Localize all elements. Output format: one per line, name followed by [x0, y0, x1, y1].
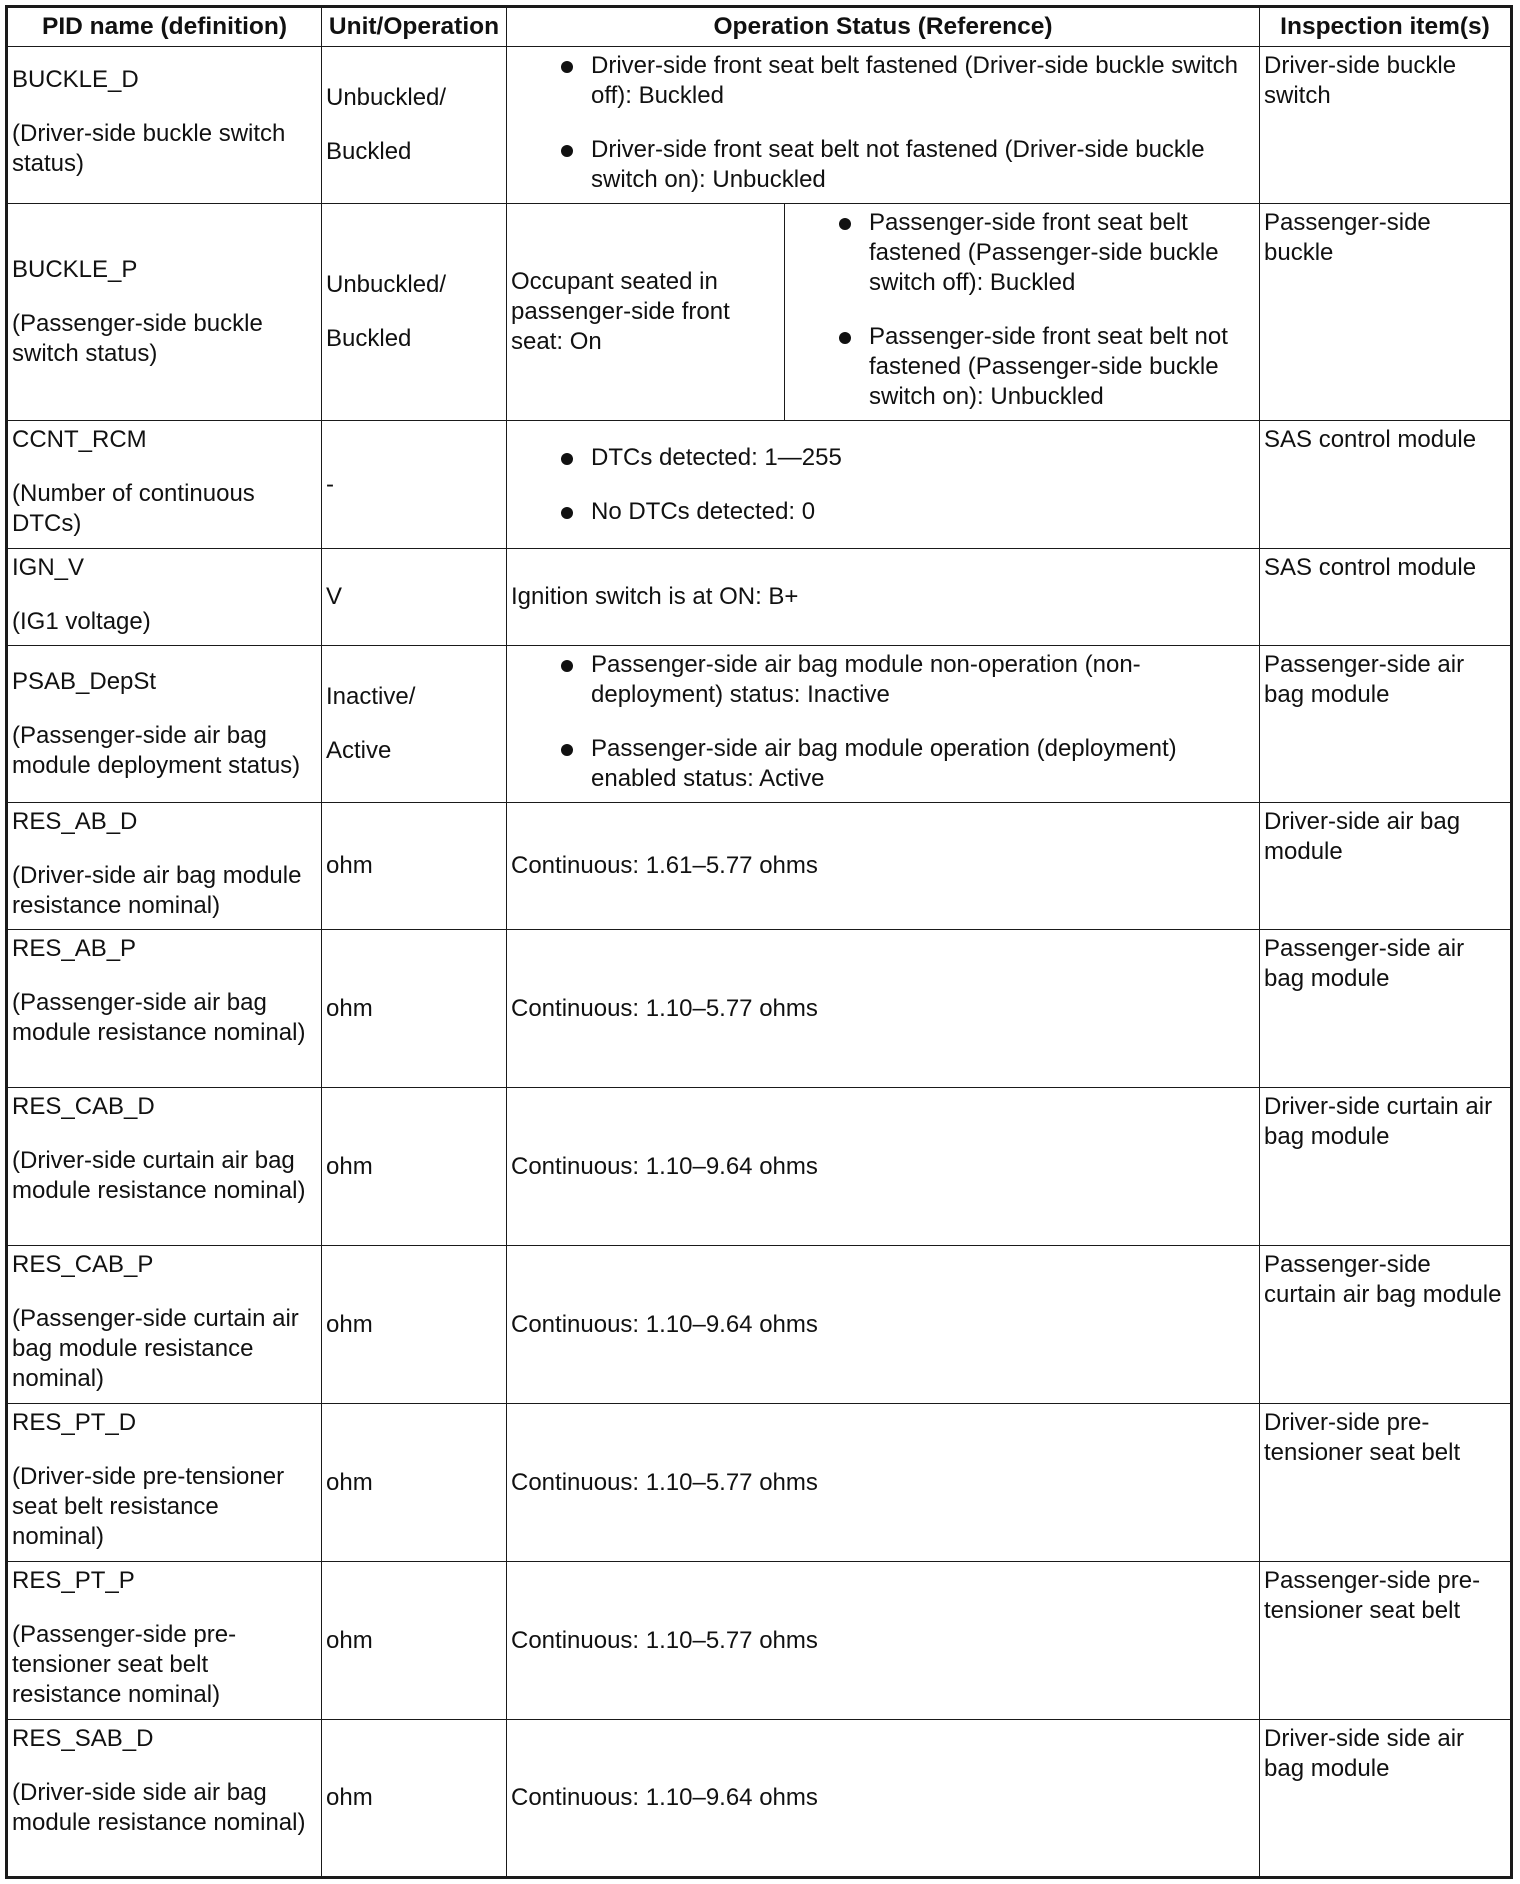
pid-definition: (IG1 voltage) — [12, 608, 151, 635]
pid-name: RES_PT_P — [12, 1567, 135, 1594]
pid-table — [5, 5, 1513, 1879]
inspection-cell — [1260, 1562, 1512, 1720]
status-bullet: Passenger-side air bag module operation (deployment) enabled status: Active — [511, 734, 1255, 794]
pid-cell — [7, 1088, 322, 1246]
status-bullet: Passenger-side air bag module non-operation (non-deployment) status: Inactive — [511, 650, 1255, 710]
status-cell — [507, 1404, 1260, 1562]
pid-definition: (Passenger-side buckle switch status) — [12, 310, 263, 367]
status-text: Continuous: 1.10–9.64 ohms — [511, 1310, 818, 1338]
pid-name: RES_SAB_D — [12, 1725, 154, 1752]
header-unit-operation: Unit/Operation — [322, 7, 507, 47]
table-row — [7, 549, 1512, 646]
inspection-cell — [1260, 1720, 1512, 1878]
inspection-item: Passenger-side air bag module — [1264, 651, 1465, 708]
table-row — [7, 1088, 1512, 1246]
header-pid-name: PID name (definition) — [7, 7, 322, 47]
pid-definition: (Driver-side air bag module resistance nominal) — [12, 862, 302, 919]
unit-cell — [322, 549, 507, 646]
pid-name: PSAB_DepSt — [12, 668, 157, 695]
status-condition: Occupant seated in passenger-side front seat: On — [511, 268, 730, 355]
pid-name: RES_PT_D — [12, 1409, 137, 1436]
inspection-cell — [1260, 204, 1512, 421]
pid-cell — [7, 204, 322, 421]
pid-cell — [7, 803, 322, 930]
unit-value: ohm — [326, 994, 373, 1022]
inspection-item: Driver-side curtain air bag module — [1264, 1093, 1493, 1150]
inspection-item: Passenger-side pre-tensioner seat belt — [1264, 1567, 1481, 1624]
inspection-item: Driver-side air bag module — [1264, 808, 1461, 865]
unit-cell — [322, 1246, 507, 1404]
unit-cell — [322, 1404, 507, 1562]
inspection-cell — [1260, 803, 1512, 930]
status-text: Continuous: 1.10–5.77 ohms — [511, 994, 818, 1022]
pid-name: BUCKLE_P — [12, 256, 138, 283]
pid-cell — [7, 549, 322, 646]
status-cell — [785, 204, 1260, 421]
pid-name: RES_AB_D — [12, 808, 138, 835]
table-row — [7, 930, 1512, 1088]
inspection-cell — [1260, 930, 1512, 1088]
pid-cell — [7, 1246, 322, 1404]
pid-definition: (Number of continuous DTCs) — [12, 480, 255, 537]
status-text: Continuous: 1.10–5.77 ohms — [511, 1626, 818, 1654]
inspection-item: SAS control module — [1264, 554, 1477, 581]
status-cell — [507, 803, 1260, 930]
table-row — [7, 646, 1512, 803]
status-bullet: No DTCs detected: 0 — [511, 497, 1255, 527]
inspection-cell — [1260, 1088, 1512, 1246]
unit-value: Buckled — [326, 138, 412, 165]
unit-value: ohm — [326, 852, 373, 879]
pid-cell — [7, 421, 322, 549]
inspection-cell — [1260, 1246, 1512, 1404]
pid-definition: (Passenger-side air bag module resistance nominal) — [12, 989, 306, 1046]
status-cell — [507, 421, 1260, 549]
unit-value: Inactive/ — [326, 683, 416, 710]
table-row — [7, 1720, 1512, 1878]
unit-cell — [322, 1088, 507, 1246]
inspection-cell — [1260, 1404, 1512, 1562]
pid-cell — [7, 1720, 322, 1878]
table-row — [7, 47, 1512, 204]
unit-cell — [322, 930, 507, 1088]
status-text: Continuous: 1.10–5.77 ohms — [511, 1468, 818, 1496]
inspection-item: Passenger-side air bag module — [1264, 935, 1465, 992]
status-cell — [507, 47, 1260, 204]
inspection-item: Driver-side side air bag module — [1264, 1725, 1465, 1782]
status-cell — [507, 930, 1260, 1088]
unit-value: ohm — [326, 1310, 373, 1338]
unit-value: V — [326, 583, 343, 610]
unit-value: ohm — [326, 1152, 373, 1180]
status-cell — [507, 1562, 1260, 1720]
unit-cell — [322, 646, 507, 803]
pid-definition: (Driver-side pre-tensioner seat belt resistance nominal) — [12, 1463, 285, 1550]
pid-definition: (Passenger-side air bag module deployment status) — [12, 722, 301, 779]
inspection-cell — [1260, 47, 1512, 204]
table-row — [7, 803, 1512, 930]
pid-definition: (Driver-side buckle switch status) — [12, 120, 286, 177]
status-text: Ignition switch is at ON: B+ — [511, 583, 799, 610]
status-bullet: Driver-side front seat belt not fastened (Driver-side buckle switch on): Unbuckled — [511, 135, 1255, 195]
unit-cell — [322, 421, 507, 549]
status-text: Continuous: 1.10–9.64 ohms — [511, 1152, 818, 1180]
inspection-item: Passenger-side curtain air bag module — [1264, 1251, 1502, 1308]
status-bullet: DTCs detected: 1—255 — [511, 443, 1255, 473]
table-row — [7, 1246, 1512, 1404]
status-cell — [507, 1720, 1260, 1878]
pid-cell — [7, 1562, 322, 1720]
unit-cell — [322, 1562, 507, 1720]
unit-value: Unbuckled/ — [326, 84, 447, 111]
inspection-item: Driver-side pre-tensioner seat belt — [1264, 1409, 1461, 1466]
unit-cell — [322, 47, 507, 204]
unit-value: Buckled — [326, 325, 412, 352]
pid-cell — [7, 1404, 322, 1562]
pid-definition: (Driver-side curtain air bag module resistance nominal) — [12, 1147, 306, 1204]
inspection-cell — [1260, 646, 1512, 803]
header-inspection-items: Inspection item(s) — [1260, 7, 1512, 47]
table-row — [7, 421, 1512, 549]
pid-name: CCNT_RCM — [12, 426, 147, 453]
unit-value: ohm — [326, 1784, 373, 1811]
pid-definition: (Passenger-side curtain air bag module resistance nominal) — [12, 1305, 299, 1392]
pid-definition: (Passenger-side pre-tensioner seat belt resistance nominal) — [12, 1621, 237, 1708]
status-cell — [507, 1246, 1260, 1404]
pid-name: BUCKLE_D — [12, 66, 139, 93]
status-text: Continuous: 1.10–9.64 ohms — [511, 1784, 818, 1811]
inspection-cell — [1260, 421, 1512, 549]
pid-cell — [7, 930, 322, 1088]
pid-cell — [7, 47, 322, 204]
status-cell — [507, 1088, 1260, 1246]
unit-value: ohm — [326, 1626, 373, 1654]
status-cell — [507, 549, 1260, 646]
unit-value: Active — [326, 737, 392, 764]
unit-value: ohm — [326, 1468, 373, 1496]
pid-name: RES_CAB_D — [12, 1093, 155, 1120]
pid-cell — [7, 646, 322, 803]
inspection-item: Passenger-side buckle — [1264, 209, 1431, 266]
pid-name: IGN_V — [12, 554, 85, 581]
header-operation-status: Operation Status (Reference) — [507, 7, 1260, 47]
inspection-cell — [1260, 549, 1512, 646]
table-row — [7, 1562, 1512, 1720]
inspection-item: Driver-side buckle switch — [1264, 52, 1457, 109]
inspection-item: SAS control module — [1264, 426, 1477, 453]
header-row — [7, 7, 1512, 47]
table-row — [7, 204, 1512, 421]
status-cell — [507, 646, 1260, 803]
unit-cell — [322, 1720, 507, 1878]
pid-name: RES_CAB_P — [12, 1251, 154, 1278]
unit-value: - — [326, 470, 334, 498]
status-condition-cell — [507, 204, 785, 421]
table-row — [7, 1404, 1512, 1562]
status-bullet: Passenger-side front seat belt fastened (Passenger-side buckle switch off): Buckled — [789, 208, 1255, 298]
pid-definition: (Driver-side side air bag module resistance nominal) — [12, 1779, 306, 1836]
unit-cell — [322, 204, 507, 421]
status-bullet: Driver-side front seat belt fastened (Driver-side buckle switch off): Buckled — [511, 51, 1255, 111]
unit-cell — [322, 803, 507, 930]
unit-value: Unbuckled/ — [326, 271, 447, 298]
pid-name: RES_AB_P — [12, 935, 137, 962]
status-bullet: Passenger-side front seat belt not fastened (Passenger-side buckle switch on): Unbuckled — [789, 322, 1255, 412]
status-text: Continuous: 1.61–5.77 ohms — [511, 852, 818, 879]
